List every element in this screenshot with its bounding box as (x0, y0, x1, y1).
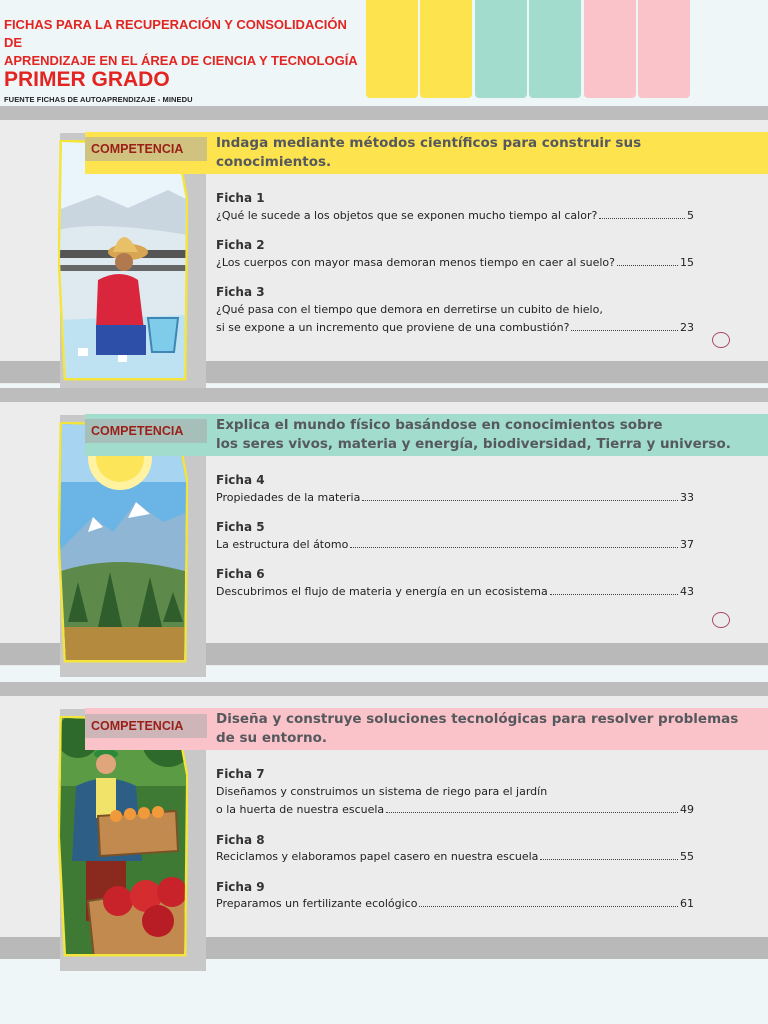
ficha-5-name: Ficha 5 (216, 520, 265, 534)
ficha-8-name: Ficha 8 (216, 833, 265, 847)
ficha-4-text: Propiedades de la materia (216, 491, 361, 504)
farmer-with-apples-illustration (58, 716, 188, 958)
ficha-1-page: 5 (687, 209, 694, 222)
ficha-9-name: Ficha 9 (216, 880, 265, 894)
leader-dots (386, 803, 678, 813)
ficha-2-entry[interactable] (216, 256, 694, 269)
leader-dots (617, 256, 678, 266)
ficha-1-entry[interactable] (216, 209, 694, 222)
ficha-8-entry[interactable] (216, 850, 694, 863)
ficha-2-text: ¿Los cuerpos con mayor masa demoran menos tiempo en caer al suelo? (216, 256, 615, 269)
ficha-6-text: Descubrimos el flujo de materia y energía en un ecosistema (216, 585, 548, 598)
section-2-title-line-2: los seres vivos, materia y energía, biodiversidad, Tierra y universo. (216, 436, 731, 452)
ficha-6-page: 43 (680, 585, 694, 598)
leader-dots (362, 491, 678, 501)
ficha-8-text: Reciclamos y elaboramos papel casero en nuestra escuela (216, 850, 539, 863)
section-1-title-line-2: conocimientos. (216, 154, 332, 170)
leader-dots (550, 585, 678, 595)
ficha-6-name: Ficha 6 (216, 567, 265, 581)
color-tab-green-2 (529, 0, 581, 98)
section-2-title-line-1: Explica el mundo físico basándose en conocimientos sobre (216, 417, 663, 433)
section-1-competencia-label: COMPETENCIA (85, 137, 207, 161)
circle-marker (712, 332, 730, 348)
ficha-9-text: Preparamos un fertilizante ecológico (216, 897, 418, 910)
ficha-7-entry[interactable] (216, 803, 694, 816)
color-tab-pink-1 (584, 0, 636, 98)
color-tab-yellow-1 (366, 0, 418, 98)
ficha-9-page: 61 (680, 897, 694, 910)
color-tab-yellow-2 (420, 0, 472, 98)
section-3-title-line-2: de su entorno. (216, 730, 328, 746)
ficha-7-text: o la huerta de nuestra escuela (216, 803, 385, 816)
section-2-title (216, 416, 761, 454)
ficha-3-entry[interactable] (216, 321, 694, 334)
ficha-5-page: 37 (680, 538, 694, 551)
ficha-2-name: Ficha 2 (216, 238, 265, 252)
leader-dots (599, 209, 685, 219)
leader-dots (571, 321, 678, 331)
grade-title: PRIMER GRADO (4, 68, 170, 91)
ficha-5-entry[interactable] (216, 538, 694, 551)
ficha-1-name: Ficha 1 (216, 191, 265, 205)
ficha-3-page: 23 (680, 321, 694, 334)
leader-dots (419, 897, 678, 907)
header-subtitle-line-2: APRENDIZAJE EN EL ÁREA DE CIENCIA Y TECNOLOGÍA (4, 53, 358, 68)
circle-marker (712, 612, 730, 628)
ficha-3-text-line-1: ¿Qué pasa con el tiempo que demora en derretirse un cubito de hielo, (216, 303, 603, 316)
leader-dots (540, 850, 678, 860)
section-1-title (216, 134, 761, 172)
ficha-7-name: Ficha 7 (216, 767, 265, 781)
ficha-7-text-line-1: Diseñamos y construimos un sistema de riego para el jardín (216, 785, 548, 798)
section-2-competencia-label: COMPETENCIA (85, 419, 207, 443)
color-tab-pink-2 (638, 0, 690, 98)
ficha-9-entry[interactable] (216, 897, 694, 910)
divider-line (0, 106, 768, 120)
ficha-6-entry[interactable] (216, 585, 694, 598)
ficha-4-entry[interactable] (216, 491, 694, 504)
section-1-title-line-1: Indaga mediante métodos científicos para construir sus (216, 135, 642, 151)
ficha-3-text: si se expone a un incremento que proviene de una combustión? (216, 321, 570, 334)
header-subtitle (4, 16, 364, 70)
page-header (0, 0, 768, 105)
ficha-4-name: Ficha 4 (216, 473, 265, 487)
section-3-competencia-label: COMPETENCIA (85, 714, 207, 738)
ficha-2-page: 15 (680, 256, 694, 269)
girl-with-ice-illustration (58, 140, 188, 382)
color-tab-green-1 (475, 0, 527, 98)
section-3-title (216, 710, 761, 748)
divider-line (0, 682, 768, 696)
ficha-3-name: Ficha 3 (216, 285, 265, 299)
mountain-landscape-illustration (58, 422, 188, 664)
ficha-8-page: 55 (680, 850, 694, 863)
source-note: FUENTE FICHAS DE AUTOAPRENDIZAJE - MINEDU (4, 95, 193, 104)
ficha-5-text: La estructura del átomo (216, 538, 349, 551)
divider-line (0, 388, 768, 402)
section-3-title-line-1: Diseña y construye soluciones tecnológicas para resolver problemas (216, 711, 739, 727)
ficha-1-text: ¿Qué le sucede a los objetos que se exponen mucho tiempo al calor? (216, 209, 598, 222)
ficha-4-page: 33 (680, 491, 694, 504)
header-subtitle-line-1: FICHAS PARA LA RECUPERACIÓN Y CONSOLIDACIÓN DE (4, 17, 347, 50)
leader-dots (350, 538, 678, 548)
ficha-7-page: 49 (680, 803, 694, 816)
